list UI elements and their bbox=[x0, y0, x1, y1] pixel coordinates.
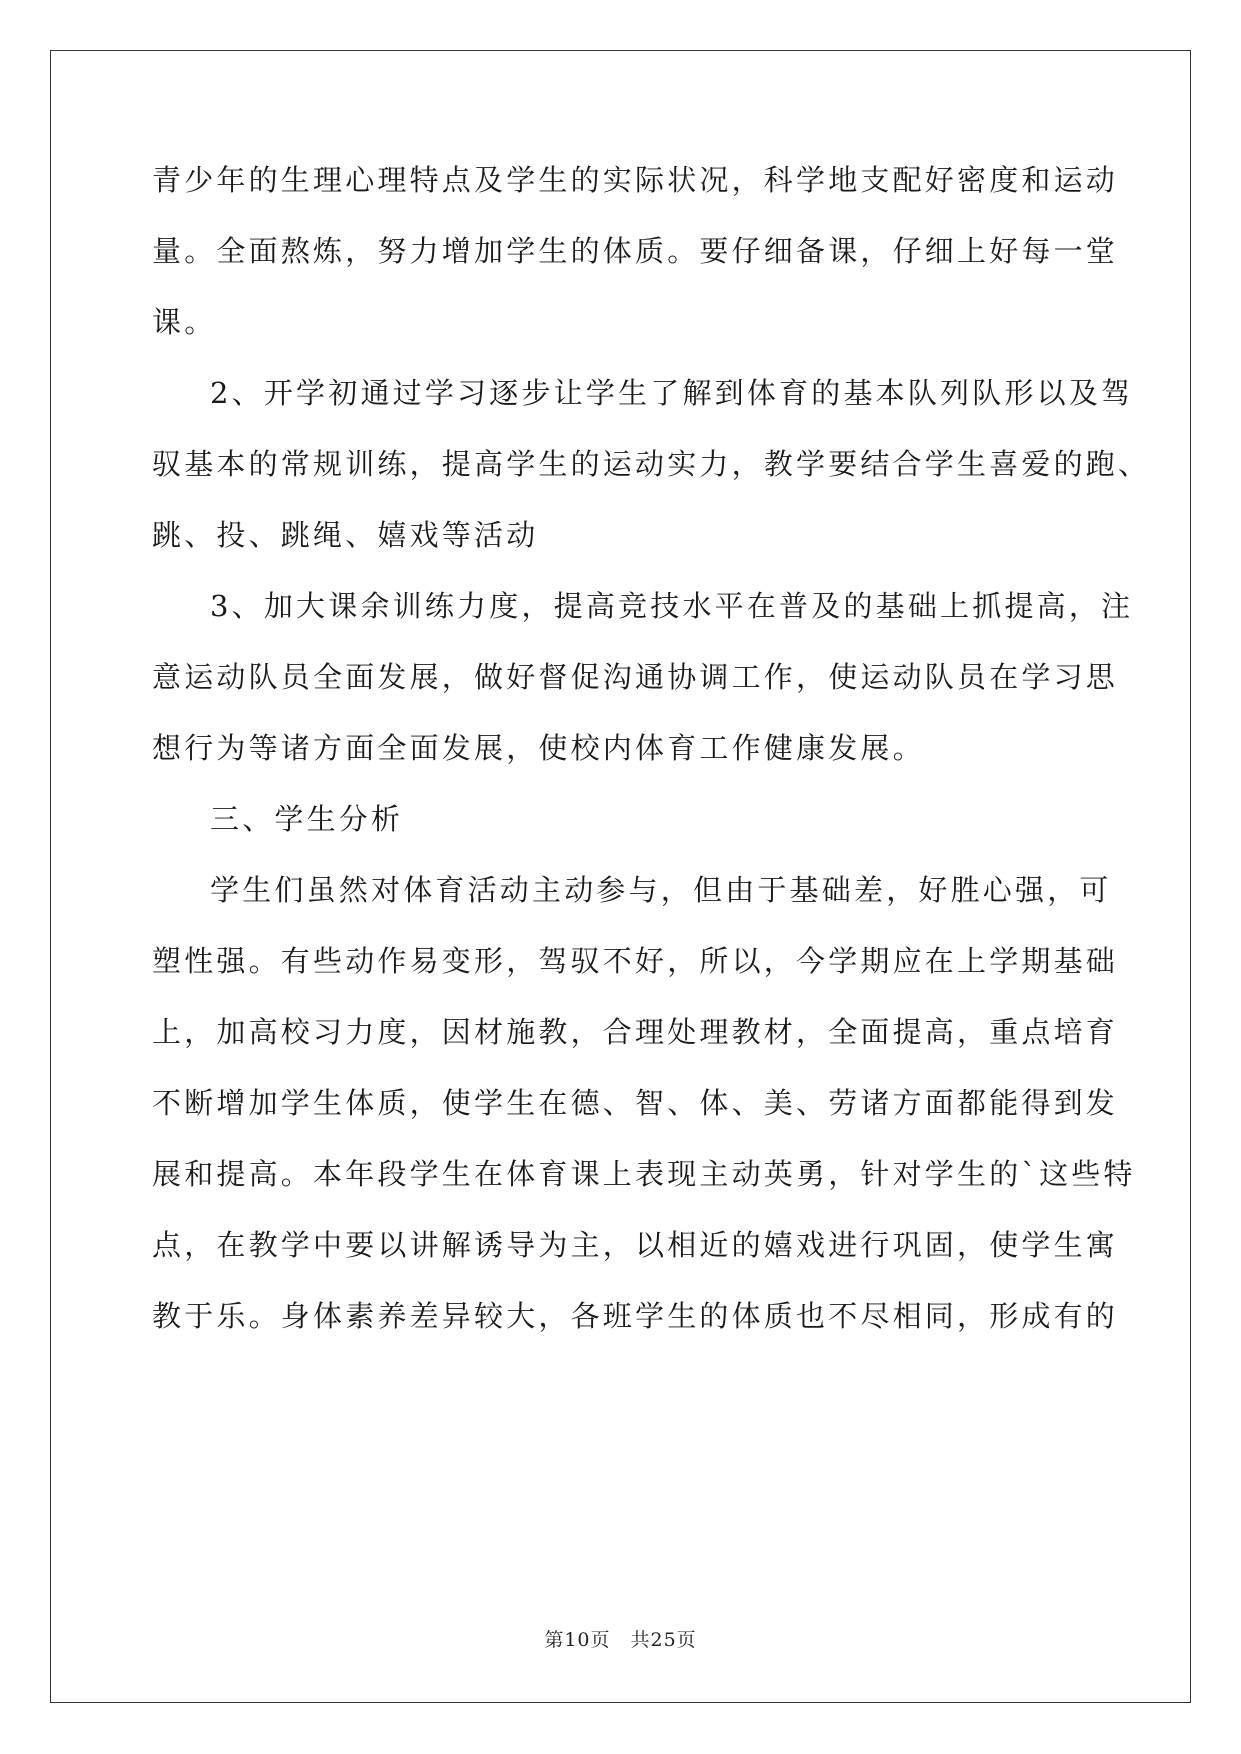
text-line: 跳、投、跳绳、嬉戏等活动 bbox=[152, 518, 539, 552]
text-line: 塑性强。有些动作易变形，驾驭不好，所以，今学期应在上学期基础 bbox=[152, 944, 1119, 978]
text-line: 展和提高。本年段学生在体育课上表现主动英勇，针对学生的`这些特 bbox=[152, 1157, 1136, 1191]
text-line: 想行为等诸方面全面发展，使校内体育工作健康发展。 bbox=[152, 731, 925, 765]
text-line: 意运动队员全面发展，做好督促沟通协调工作，使运动队员在学习思 bbox=[152, 660, 1119, 694]
paragraph-start-line: 2、开学初通过学习逐步让学生了解到体育的基本队列队形以及驾 bbox=[210, 376, 1134, 410]
page-number-footer: 第10页 共25页 bbox=[544, 1629, 697, 1651]
text-line: 点，在教学中要以讲解诱导为主，以相近的嬉戏进行巩固，使学生寓 bbox=[152, 1228, 1119, 1262]
text-line: 上，加高校习力度，因材施教，合理处理教材，全面提高，重点培育 bbox=[152, 1015, 1119, 1049]
paragraph-start-line: 学生们虽然对体育活动主动参与，但由于基础差，好胜心强，可 bbox=[210, 873, 1112, 907]
text-line: 教于乐。身体素养差异较大，各班学生的体质也不尽相同，形成有的 bbox=[152, 1299, 1119, 1333]
text-line: 驭基本的常规训练，提高学生的运动实力，教学要结合学生喜爱的跑、 bbox=[152, 447, 1151, 481]
section-heading: 三、学生分析 bbox=[210, 802, 404, 836]
text-line: 课。 bbox=[152, 305, 217, 339]
text-line: 不断增加学生体质，使学生在德、智、体、美、劳诸方面都能得到发 bbox=[152, 1086, 1119, 1120]
text-line: 量。全面熬炼，努力增加学生的体质。要仔细备课，仔细上好每一堂 bbox=[152, 234, 1119, 268]
paragraph-start-line: 3、加大课余训练力度，提高竞技水平在普及的基础上抓提高，注 bbox=[210, 589, 1134, 623]
text-line: 青少年的生理心理特点及学生的实际状况，科学地支配好密度和运动 bbox=[152, 163, 1119, 197]
